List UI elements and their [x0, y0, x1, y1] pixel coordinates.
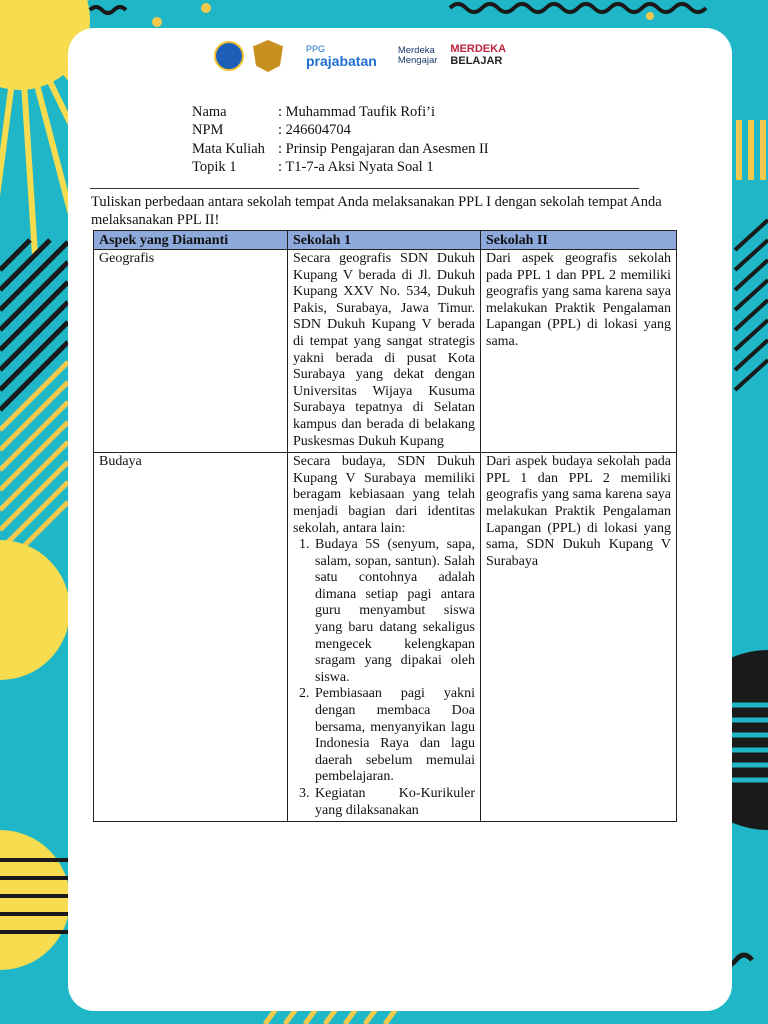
info-row-mata-kuliah	[192, 141, 489, 159]
header-sekolah-2: Sekolah II	[481, 231, 677, 250]
npm-value: : 246604704	[278, 122, 351, 139]
university-logo	[253, 40, 283, 72]
sekolah-2-cell: Dari aspek geografis sekolah pada PPL 1 dan PPL 2 memiliki geografis yang sama karena saya melakukan Praktik Pengalaman Lapangan (PPL) di lokasi yang sama.	[481, 250, 677, 453]
sekolah-2-cell: Dari aspek budaya sekolah pada PPL 1 dan PPL 2 memiliki geografis yang sama karena saya melakukan Praktik Pengalaman Lapangan (PPL) di lokasi yang sama, SDN Dukuh Kupang V Surabaya	[481, 453, 677, 822]
squiggle-decoration	[90, 4, 706, 13]
nama-value: : Muhammad Taufik Rofi’i	[278, 104, 435, 120]
divider	[90, 188, 639, 189]
npm-label: NPM	[192, 122, 224, 139]
ppg-logo-big: prajabatan	[306, 52, 377, 69]
ppg-prajabatan-logo	[306, 45, 377, 68]
right-stripe-decoration	[735, 120, 768, 390]
nama-label: Nama	[192, 104, 227, 120]
table-row	[94, 453, 677, 822]
mb-line2: BELAJAR	[450, 55, 503, 67]
document-card	[68, 28, 732, 1011]
header-aspek: Aspek yang Diamanti	[94, 231, 288, 250]
merdeka-mengajar-logo	[398, 46, 438, 67]
mata-kuliah-value: : Prinsip Pengajaran dan Asesmen II	[278, 140, 489, 157]
student-info	[192, 104, 489, 178]
comparison-table	[93, 230, 677, 822]
aspect-cell: Geografis	[94, 250, 288, 453]
mm-line1: Merdeka	[397, 44, 435, 56]
budaya-list	[293, 537, 475, 819]
mata-kuliah-label: Mata Kuliah	[192, 140, 265, 157]
info-row-nama	[192, 104, 489, 122]
mb-line1: MERDEKA	[450, 43, 507, 56]
stripe-decoration	[0, 240, 68, 570]
table-row	[94, 250, 677, 453]
budaya-intro: Secara budaya, SDN Dukuh Kupang V Surabaya memiliki beragam kebiasaan yang telah menjadi bagian dari identitas sekolah, antara lain:	[293, 454, 475, 536]
mm-line2: Mengajar	[397, 55, 438, 66]
bottom-left-circle-decoration	[0, 830, 70, 970]
merdeka-belajar-logo	[450, 44, 506, 67]
sekolah-1-cell: Secara geografis SDN Dukuh Kupang V berada di Jl. Dukuh Kupang XXV No. 534, Dukuh Pakis, Surabaya, Jawa Timur. SDN Dukuh Kupang V berada di tempat yang sangat strategis yakni berada di pusat Kota Surabaya yang dekat dengan Universitas Wijaya Kusuma Surabaya tepatnya di Selatan kampus dan berada di belakang Puskesmas Dukuh Kupang	[288, 250, 481, 453]
header-sekolah-1: Sekolah 1	[288, 231, 481, 250]
kemdikbud-logo	[214, 41, 244, 71]
list-item: 3. Kegiatan Ko-Kurikuler yang dilaksanakan	[313, 786, 475, 819]
info-row-topik	[192, 159, 489, 177]
question-text: Tuliskan perbedaan antara sekolah tempat Anda melaksanakan PPL I dengan sekolah tempat Anda melaksanakan PPL II!	[91, 194, 662, 228]
list-item: 2. Pembiasaan pagi yakni dengan membaca Doa bersama, menyanyikan lagu Indonesia Raya dan lagu daerah sebelum memulai pembelajaran.	[313, 686, 475, 786]
topik-value: : T1-7-a Aksi Nyata Soal 1	[278, 159, 434, 176]
logo-bar	[214, 38, 514, 74]
table-header-row	[94, 231, 677, 250]
sekolah-1-cell	[288, 453, 481, 822]
topik-label: Topik 1	[192, 159, 237, 176]
list-item: 1. Budaya 5S (senyum, sapa, salam, sopan, santun). Salah satu contohnya adalah dimana setiap pagi antara guru menyambut siswa yang baru datang sekaligus mengecek kelengkapan sragam yang dipakai oleh siswa.	[313, 537, 475, 686]
half-circle-decoration	[0, 540, 70, 680]
info-row-npm	[192, 122, 489, 140]
ppg-logo-small: PPG	[306, 43, 326, 54]
aspect-cell: Budaya	[94, 453, 288, 822]
